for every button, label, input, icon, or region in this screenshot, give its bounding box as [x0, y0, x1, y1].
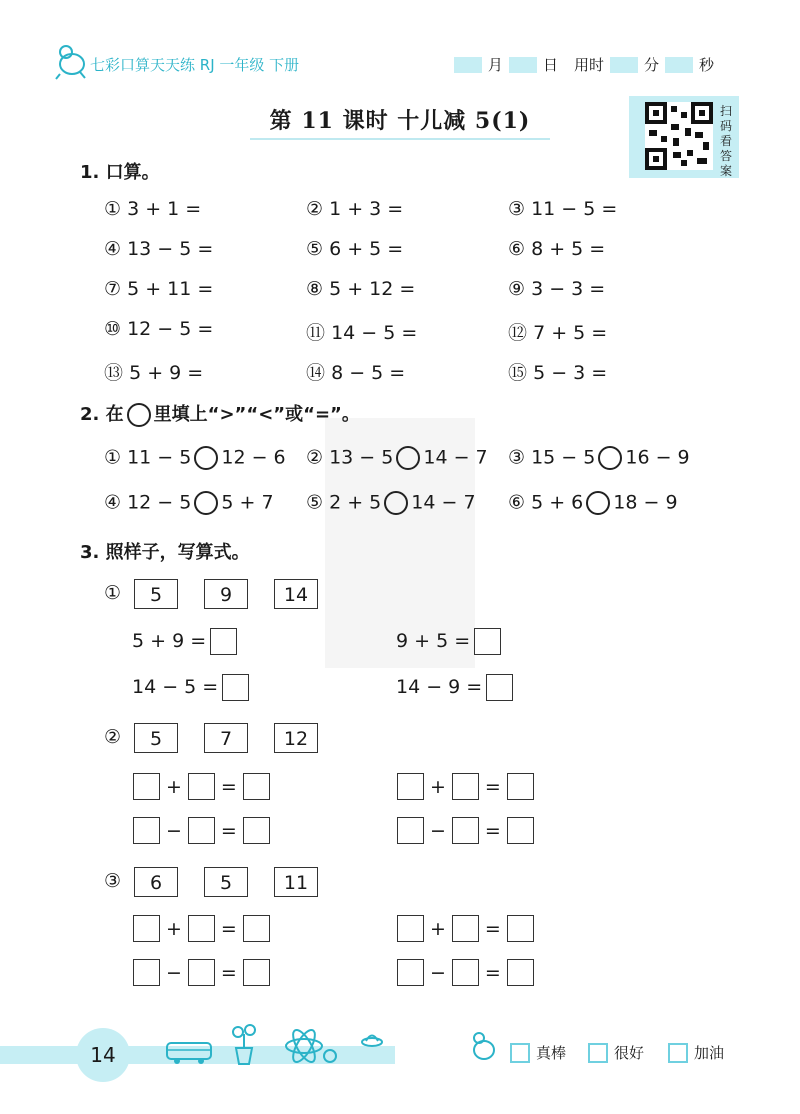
number-card: 6: [134, 867, 178, 897]
equation-row: [132, 674, 249, 701]
rating-label: 很好: [614, 1044, 645, 1062]
answer-box[interactable]: [397, 817, 424, 844]
item-number: ⑤: [306, 238, 324, 260]
rating-great[interactable]: [510, 1042, 566, 1063]
compare-item: [104, 491, 274, 515]
left-expression: 15 − 5: [531, 446, 596, 469]
item-expression: 1 + 3 =: [329, 198, 404, 220]
right-expression: 5 + 7: [221, 491, 274, 514]
oral-item: [508, 318, 607, 345]
item-expression: 5 + 11 =: [127, 278, 214, 300]
compare-item: [508, 446, 690, 470]
item-expression: 6 + 5 =: [329, 238, 404, 260]
answer-box[interactable]: [452, 959, 479, 986]
equation-row: [396, 628, 501, 655]
operator: =: [220, 917, 237, 940]
item-expression: 7 + 5 =: [533, 322, 608, 344]
group-number: ②: [104, 726, 122, 748]
equation-row: [396, 674, 513, 701]
operator: =: [484, 917, 501, 940]
item-number: ⑭: [306, 362, 326, 384]
answer-circle[interactable]: [598, 446, 622, 470]
rating-label: 真棒: [536, 1044, 567, 1062]
operator: +: [430, 917, 446, 940]
blank-equation-row: [397, 773, 534, 800]
oral-item: [306, 318, 417, 345]
answer-box[interactable]: [397, 915, 424, 942]
item-expression: 14 − 5 =: [331, 322, 418, 344]
answer-box[interactable]: [452, 773, 479, 800]
answer-box[interactable]: [133, 959, 160, 986]
operator: =: [484, 961, 501, 984]
qr-caption-char: 案: [719, 164, 732, 178]
bus-icon: [165, 1040, 215, 1066]
left-expression: 2 + 5: [329, 491, 382, 514]
number-card: 5: [134, 723, 178, 753]
series-title: 七彩口算天天练 RJ 一年级 下册: [90, 56, 300, 74]
mascot-logo-icon: [52, 40, 90, 80]
qr-caption-char: 看: [719, 134, 732, 148]
answer-box[interactable]: [507, 959, 534, 986]
operator: +: [430, 775, 446, 798]
item-expression: 3 − 3 =: [531, 278, 606, 300]
answer-box[interactable]: [243, 915, 270, 942]
answer-box[interactable]: [133, 915, 160, 942]
item-number: ④: [104, 238, 122, 260]
oral-item: [508, 278, 605, 300]
blank-equation-row: [397, 817, 534, 844]
rating-label: 加油: [694, 1044, 725, 1062]
item-expression: 5 − 3 =: [533, 362, 608, 384]
item-number: ⑪: [306, 322, 326, 344]
number-card: 5: [204, 867, 248, 897]
answer-box[interactable]: [188, 773, 215, 800]
answer-box[interactable]: [474, 628, 501, 655]
time-used-label: 用时: [573, 56, 604, 74]
operator: −: [166, 961, 182, 984]
minute-label: 分: [643, 56, 659, 74]
equation-text: 9 + 5 =: [396, 630, 471, 652]
operator: −: [430, 961, 446, 984]
checkbox-icon[interactable]: [510, 1043, 530, 1063]
oral-item: [306, 278, 415, 300]
rating-keep-going[interactable]: [668, 1042, 724, 1063]
right-expression: 14 − 7: [423, 446, 488, 469]
answer-box[interactable]: [452, 817, 479, 844]
right-expression: 18 − 9: [613, 491, 678, 514]
checkbox-icon[interactable]: [588, 1043, 608, 1063]
second-label: 秒: [698, 56, 714, 74]
item-number: ③: [508, 198, 526, 220]
qr-caption-char: 扫: [719, 104, 732, 118]
month-label: 月: [487, 56, 503, 74]
left-expression: 5 + 6: [531, 491, 584, 514]
item-expression: 5 + 12 =: [329, 278, 416, 300]
title-underline: [250, 138, 550, 140]
item-expression: 5 + 9 =: [129, 362, 204, 384]
item-expression: 11 − 5 =: [531, 198, 618, 220]
number-card: 11: [274, 867, 318, 897]
left-expression: 11 − 5: [127, 446, 192, 469]
compare-item: [104, 446, 286, 470]
item-number: ⑬: [104, 362, 124, 384]
item-number: ⑥: [508, 238, 526, 260]
answer-box[interactable]: [210, 628, 237, 655]
oral-item: [508, 198, 617, 220]
answer-circle[interactable]: [194, 446, 218, 470]
oral-item: [104, 198, 201, 220]
number-card: 12: [274, 723, 318, 753]
answer-box[interactable]: [188, 959, 215, 986]
equation-text: 5 + 9 =: [132, 630, 207, 652]
operator: =: [220, 775, 237, 798]
oral-item: [104, 278, 213, 300]
answer-circle[interactable]: [384, 491, 408, 515]
qr-code-icon[interactable]: [645, 102, 713, 170]
minute-blank[interactable]: [610, 57, 638, 73]
oral-item: [508, 238, 605, 260]
item-number: ⑮: [508, 362, 528, 384]
group-number: ①: [104, 582, 122, 604]
compare-item: [306, 446, 488, 470]
number-card: 7: [204, 723, 248, 753]
answer-box[interactable]: [133, 817, 160, 844]
item-number: ①: [104, 446, 122, 469]
section-3-heading: 3. 照样子，写算式。: [80, 542, 250, 563]
operator: −: [166, 819, 182, 842]
answer-box[interactable]: [188, 915, 215, 942]
answer-box[interactable]: [507, 915, 534, 942]
circle-icon: [127, 403, 151, 427]
heading-text: 2. 在: [80, 404, 124, 425]
answer-box[interactable]: [507, 817, 534, 844]
equation-row: [132, 628, 237, 655]
item-number: ②: [306, 446, 324, 469]
item-number: ⑨: [508, 278, 526, 300]
oral-item: [104, 318, 213, 340]
item-expression: 3 + 1 =: [127, 198, 202, 220]
item-number: ⑫: [508, 322, 528, 344]
item-expression: 13 − 5 =: [127, 238, 214, 260]
item-number: ②: [306, 198, 324, 220]
blank-equation-row: [133, 915, 270, 942]
item-expression: 8 + 5 =: [531, 238, 606, 260]
number-card: 14: [274, 579, 318, 609]
blank-equation-row: [133, 959, 270, 986]
answer-circle[interactable]: [586, 491, 610, 515]
page-title: 第 11 课时 十儿减 5(1): [269, 108, 531, 134]
oral-item: [306, 198, 403, 220]
compare-item: [508, 491, 678, 515]
qr-caption: [716, 104, 736, 179]
item-number: ④: [104, 491, 122, 514]
mascot-icon: [466, 1028, 502, 1064]
left-expression: 13 − 5: [329, 446, 394, 469]
answer-box[interactable]: [397, 959, 424, 986]
answer-circle[interactable]: [396, 446, 420, 470]
item-number: ⑥: [508, 491, 526, 514]
answer-box[interactable]: [243, 959, 270, 986]
group-number: ③: [104, 870, 122, 892]
answer-box[interactable]: [243, 817, 270, 844]
qr-caption-char: 码: [719, 119, 732, 133]
answer-box[interactable]: [133, 773, 160, 800]
answer-circle[interactable]: [194, 491, 218, 515]
atom-icon: [280, 1026, 340, 1066]
answer-box[interactable]: [397, 773, 424, 800]
oral-item: [306, 358, 405, 385]
oral-item: [306, 238, 403, 260]
checkbox-icon[interactable]: [668, 1043, 688, 1063]
rating-good[interactable]: [588, 1042, 644, 1063]
blank-equation-row: [133, 773, 270, 800]
operator: +: [166, 917, 182, 940]
item-number: ③: [508, 446, 526, 469]
right-expression: 16 − 9: [625, 446, 690, 469]
operator: =: [220, 961, 237, 984]
equation-text: 14 − 9 =: [396, 676, 483, 698]
page-number: 14: [76, 1028, 130, 1082]
number-card: 5: [134, 579, 178, 609]
month-blank[interactable]: [454, 57, 482, 73]
operator: =: [220, 819, 237, 842]
section-1-heading: 1. 口算。: [80, 162, 160, 183]
ufo-icon: [360, 1030, 384, 1050]
section-2-heading: [80, 400, 360, 427]
answer-box[interactable]: [243, 773, 270, 800]
second-blank[interactable]: [665, 57, 693, 73]
date-time-line: [448, 54, 714, 75]
item-number: ⑦: [104, 278, 122, 300]
answer-box[interactable]: [452, 915, 479, 942]
blank-equation-row: [397, 959, 534, 986]
item-number: ⑩: [104, 318, 122, 340]
day-blank[interactable]: [509, 57, 537, 73]
oral-item: [104, 238, 213, 260]
item-number: ⑧: [306, 278, 324, 300]
operator: +: [166, 775, 182, 798]
answer-box[interactable]: [222, 674, 249, 701]
left-expression: 12 − 5: [127, 491, 192, 514]
item-number: ①: [104, 198, 122, 220]
answer-box[interactable]: [188, 817, 215, 844]
blank-equation-row: [397, 915, 534, 942]
compare-item: [306, 491, 476, 515]
qr-caption-char: 答: [719, 149, 732, 163]
item-expression: 8 − 5 =: [331, 362, 406, 384]
equation-text: 14 − 5 =: [132, 676, 219, 698]
operator: −: [430, 819, 446, 842]
plant-pot-icon: [226, 1022, 262, 1066]
right-expression: 12 − 6: [221, 446, 286, 469]
day-label: 日: [542, 56, 558, 74]
heading-text: 里填上“>”“<”或“=”。: [153, 404, 360, 425]
answer-box[interactable]: [486, 674, 513, 701]
oral-item: [104, 358, 203, 385]
blank-equation-row: [133, 817, 270, 844]
answer-box[interactable]: [507, 773, 534, 800]
right-expression: 14 − 7: [411, 491, 476, 514]
number-card: 9: [204, 579, 248, 609]
item-number: ⑤: [306, 491, 324, 514]
operator: =: [484, 819, 501, 842]
oral-item: [508, 358, 607, 385]
operator: =: [484, 775, 501, 798]
item-expression: 12 − 5 =: [127, 318, 214, 340]
